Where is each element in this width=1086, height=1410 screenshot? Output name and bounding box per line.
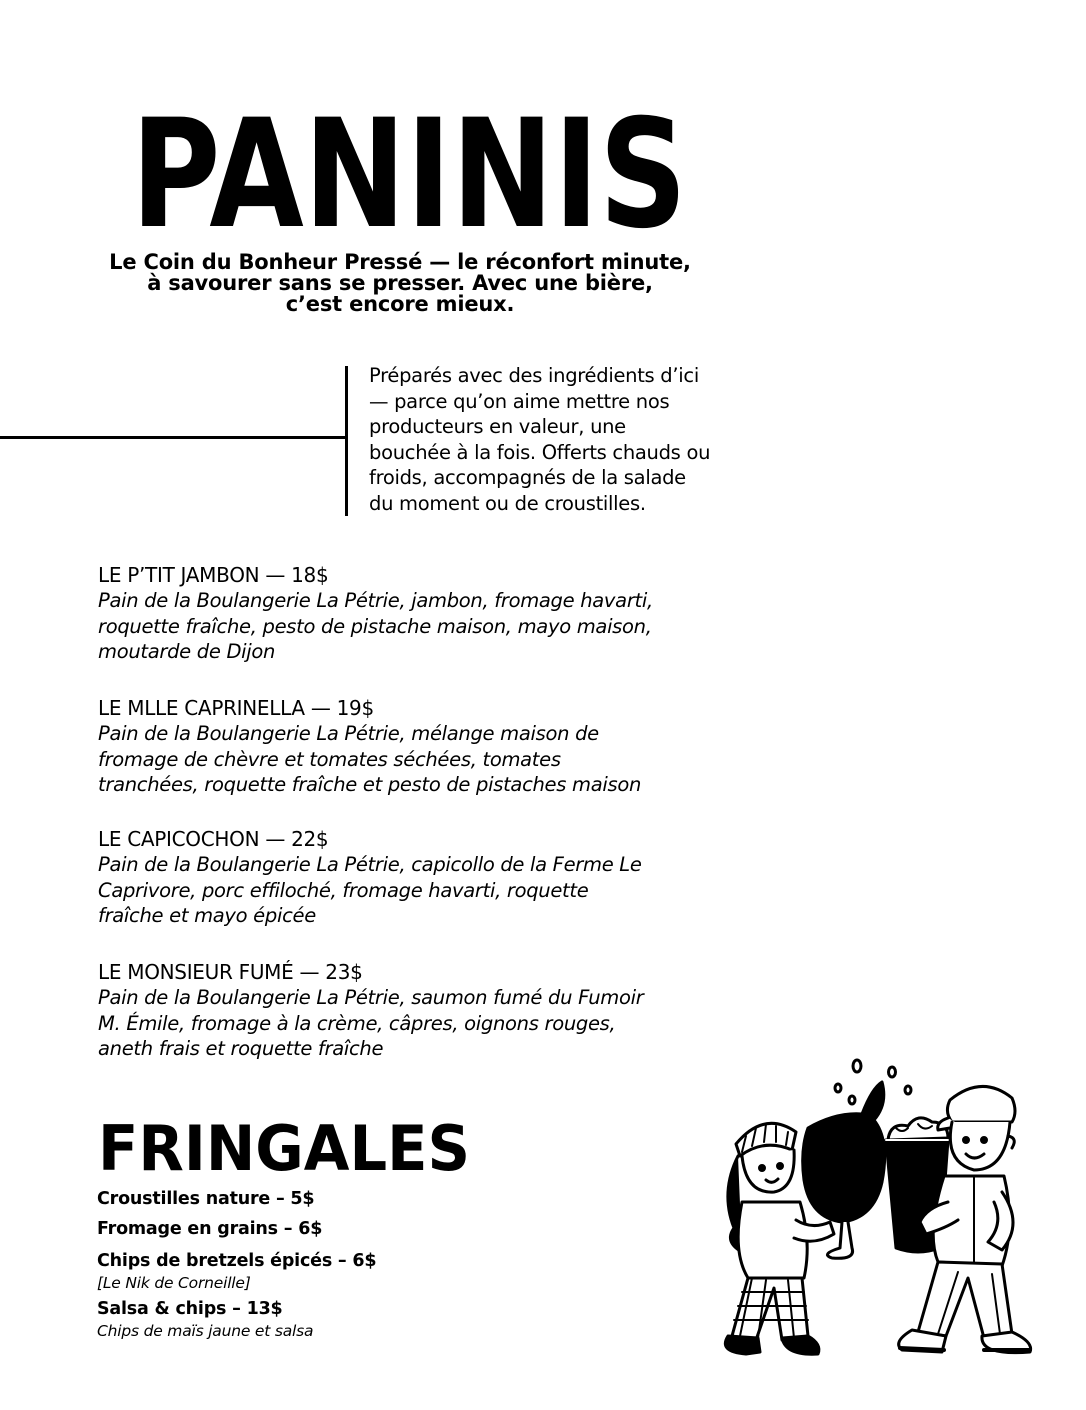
snack-item-note: Chips de maïs jaune et salsa	[97, 1322, 314, 1340]
description-line: Pain de la Boulangerie La Pétrie, jambon, fromage havarti,	[98, 589, 653, 612]
description-line: aneth frais et roquette fraîche	[98, 1037, 384, 1060]
tagline-line: à savourer sans se presser. Avec une bière,	[147, 271, 653, 295]
horizontal-divider	[0, 436, 348, 439]
tagline	[60, 252, 740, 315]
menu-item-title: LE MLLE CAPRINELLA — 19$	[98, 696, 374, 720]
menu-item-description	[98, 852, 738, 929]
description-line: fraîche et mayo épicée	[98, 904, 316, 927]
vertical-divider	[345, 366, 348, 516]
menu-item-capicochon	[98, 826, 738, 929]
paninis-title-text: PANINIS	[131, 108, 687, 248]
description-line: Pain de la Boulangerie La Pétrie, mélange maison de	[98, 722, 599, 745]
menu-item-title: LE P’TIT JAMBON — 18$	[98, 563, 329, 587]
fringales-title-text: FRINGALES	[98, 1118, 470, 1178]
menu-item-monsieur-fume	[98, 959, 738, 1062]
intro-line: Préparés avec des ingrédients d’ici	[369, 364, 699, 387]
intro-paragraph	[369, 363, 769, 516]
snack-item: Fromage en grains – 6$	[97, 1219, 323, 1239]
description-line: Pain de la Boulangerie La Pétrie, saumon fumé du Fumoir	[98, 986, 644, 1009]
tagline-line: Le Coin du Bonheur Pressé — le réconfort minute,	[109, 250, 691, 274]
intro-line: froids, accompagnés de la salade	[369, 466, 686, 489]
snack-item: Croustilles nature – 5$	[97, 1189, 315, 1209]
paninis-title	[128, 108, 690, 248]
description-line: moutarde de Dijon	[98, 640, 276, 663]
menu-item-description	[98, 721, 738, 798]
two-people-toasting-beer-glasses-illustration	[712, 1052, 1044, 1360]
tagline-line: c’est encore mieux.	[285, 292, 515, 316]
intro-line: producteurs en valeur, une	[369, 415, 626, 438]
menu-item-description	[98, 588, 738, 665]
menu-item-title: LE MONSIEUR FUMÉ — 23$	[98, 960, 363, 984]
description-line: fromage de chèvre et tomates séchées, tomates	[98, 747, 561, 771]
description-line: M. Émile, fromage à la crème, câpres, oignons rouges,	[98, 1011, 616, 1035]
intro-line: du moment ou de croustilles.	[369, 491, 646, 515]
snack-item-note: [Le Nik de Corneille]	[97, 1274, 251, 1292]
menu-item-mlle-caprinella	[98, 695, 738, 798]
fringales-title	[96, 1118, 472, 1178]
snack-item: Chips de bretzels épicés – 6$	[97, 1251, 377, 1271]
menu-item-ptit-jambon	[98, 562, 738, 665]
menu-item-description	[98, 985, 738, 1062]
intro-line: bouchée à la fois. Offerts chauds ou	[369, 440, 711, 464]
description-line: tranchées, roquette fraîche et pesto de pistaches maison	[98, 773, 642, 796]
snack-item: Salsa & chips – 13$	[97, 1299, 283, 1319]
description-line: roquette fraîche, pesto de pistache maison, mayo maison,	[98, 614, 652, 638]
intro-line: — parce qu’on aime mettre nos	[369, 389, 670, 413]
description-line: Pain de la Boulangerie La Pétrie, capicollo de la Ferme Le	[98, 853, 642, 876]
description-line: Caprivore, porc effiloché, fromage havarti, roquette	[98, 878, 589, 902]
menu-item-title: LE CAPICOCHON — 22$	[98, 827, 329, 851]
